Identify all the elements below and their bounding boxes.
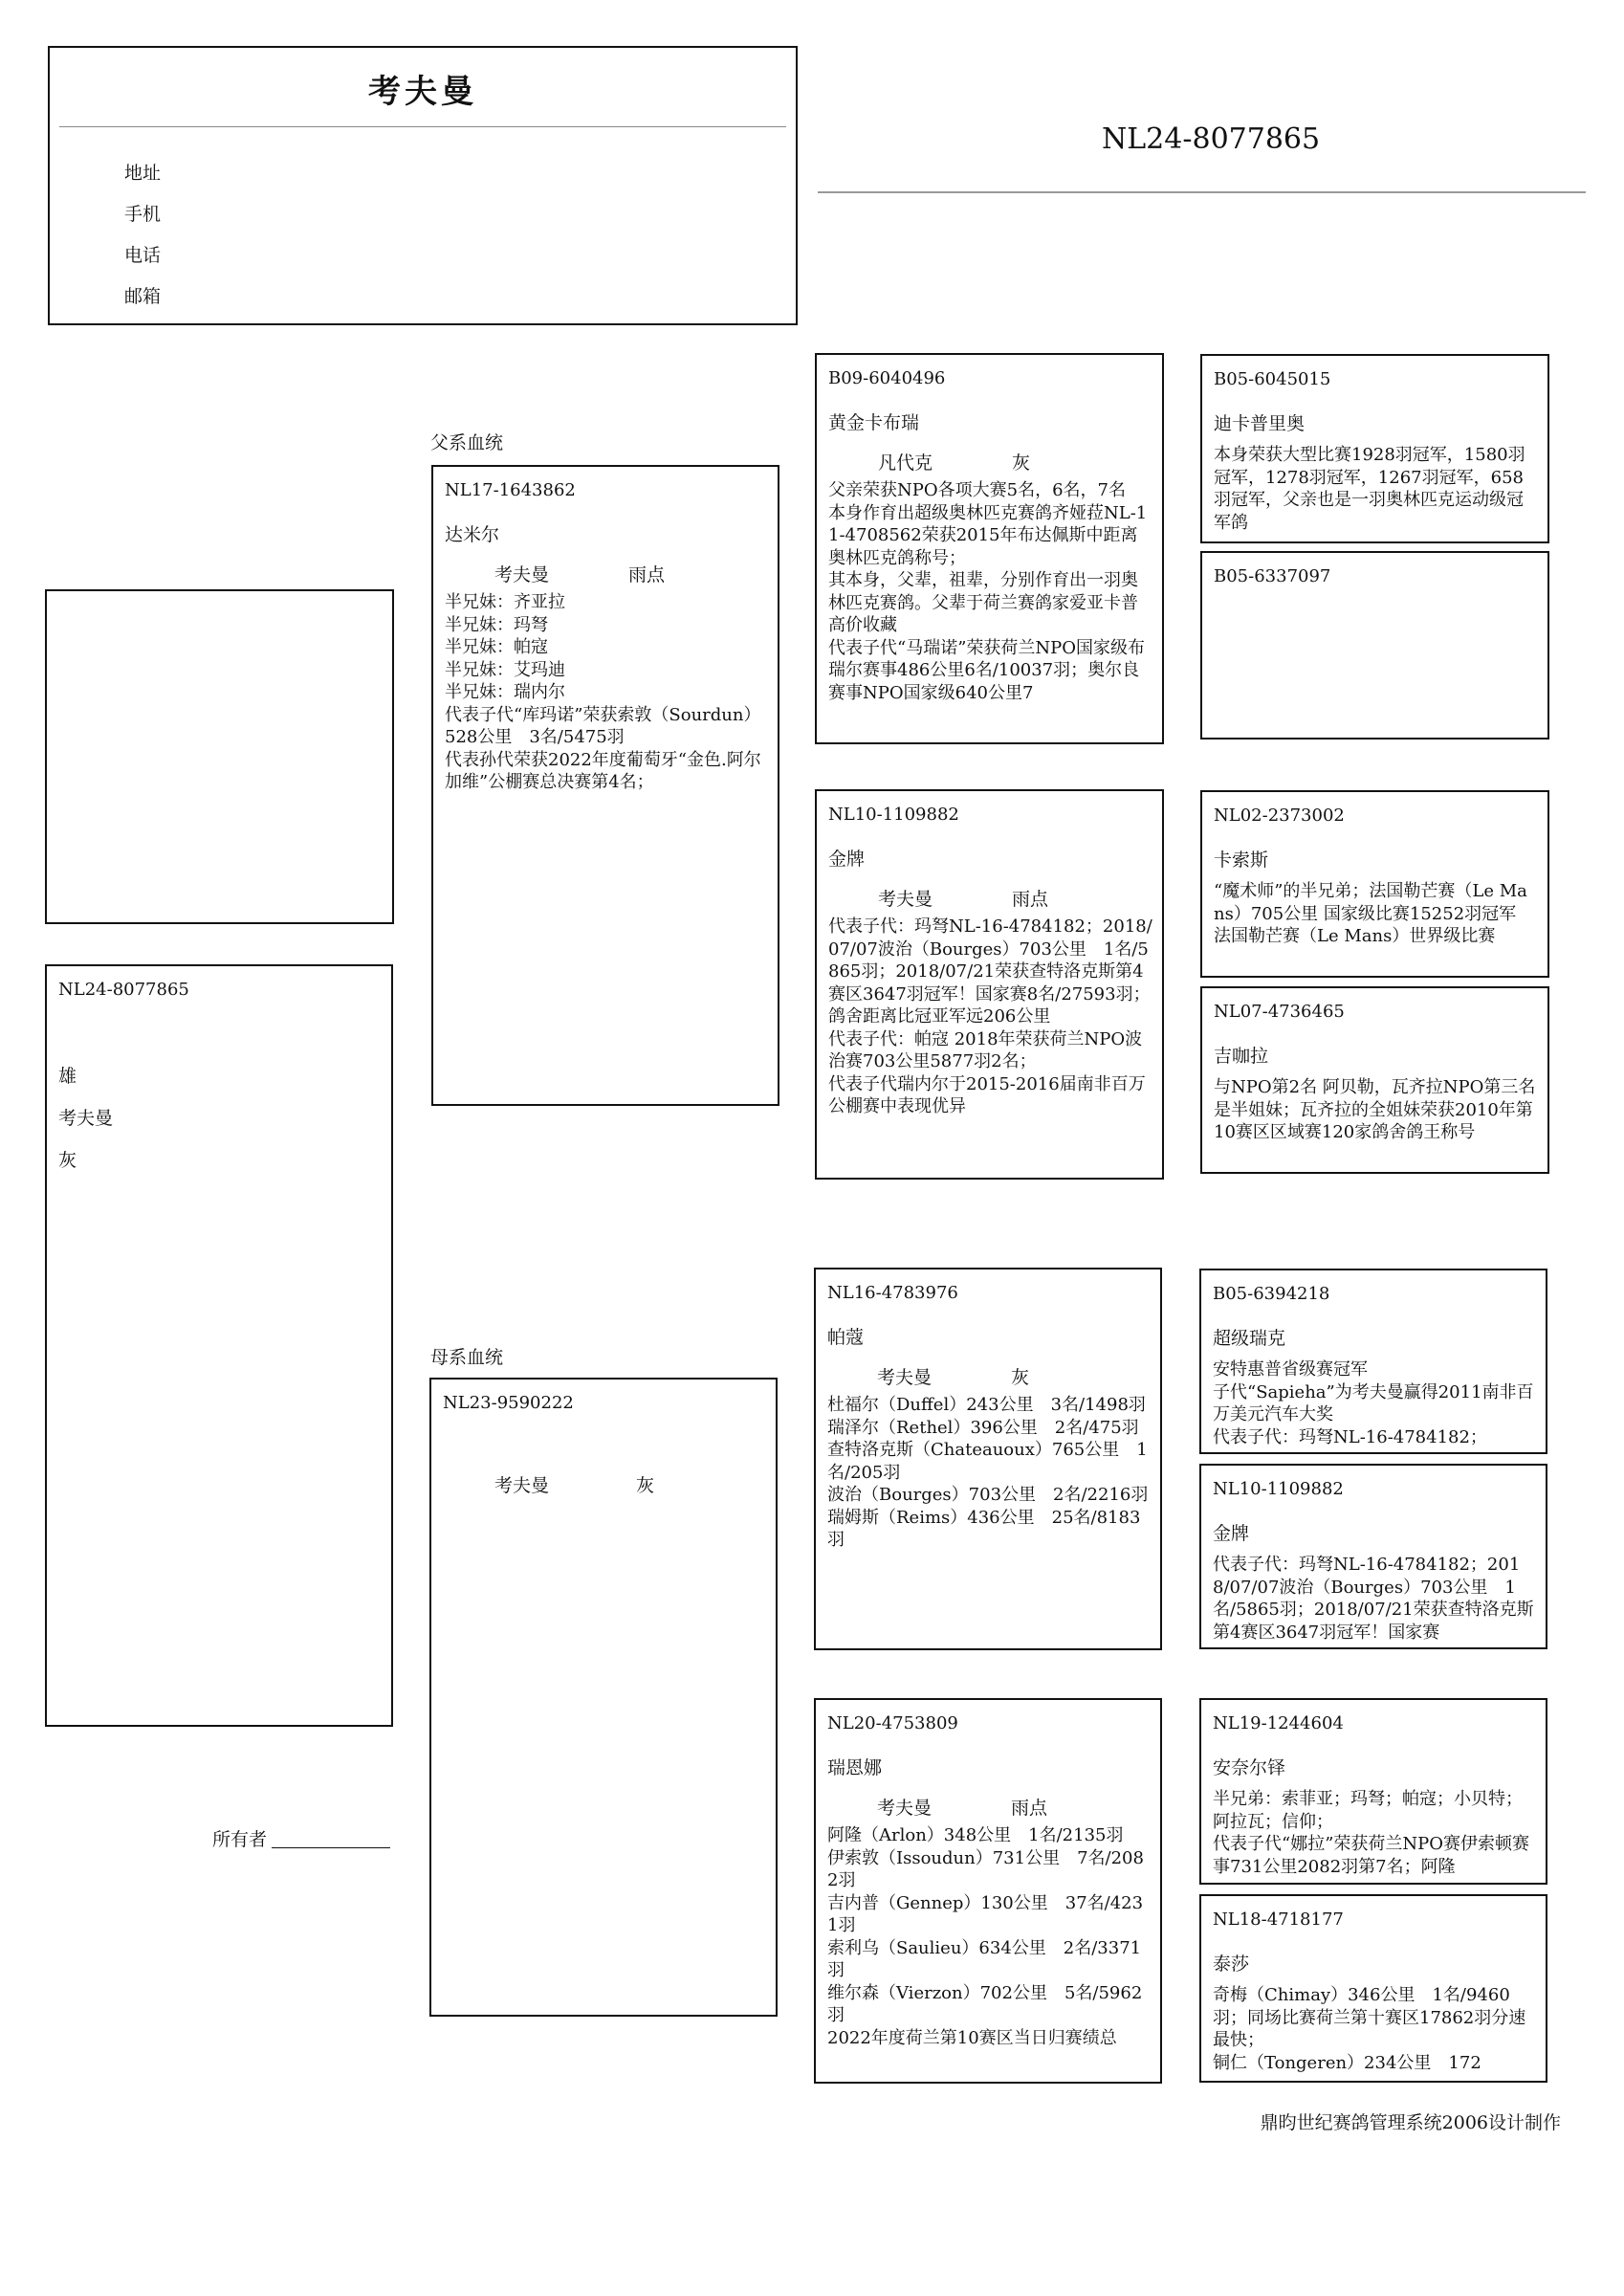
dds-ring: NL19-1244604: [1213, 1713, 1344, 1733]
dam-dam-breeder: 考夫曼: [877, 1798, 933, 1819]
sds-box: [1200, 790, 1549, 978]
dam-sire-ring: NL16-4783976: [827, 1283, 958, 1303]
dam-sire-breeder: 考夫曼: [877, 1367, 933, 1388]
dam-dam-ring: NL20-4753809: [827, 1713, 958, 1733]
mobile-label: 手机: [124, 204, 162, 225]
sds-name: 卡索斯: [1214, 850, 1269, 871]
ddd-box: [1199, 1894, 1547, 2083]
dam-dam-notes: 阿隆（Arlon）348公里 1名/2135羽 伊索敦（Issoudun）731公里 7名/2082羽 吉内普（Gennep）130公里 37名/4231羽 索利乌（Saulieu）634公里 2名/3371羽 维尔森（Vierzon）702公里 5名/5962羽 2022年度荷兰第10赛区当日归赛绩总: [827, 1825, 1144, 2048]
sire-name: 达米尔: [445, 524, 500, 545]
dam-sire-name: 帕蔻: [827, 1327, 865, 1348]
sire-dam-breeder: 考夫曼: [878, 889, 933, 910]
dss-ring: B05-6394218: [1213, 1284, 1330, 1304]
owner-label: 所有者: [212, 1829, 268, 1850]
dds-notes: 半兄弟：索菲亚；玛弩；帕寇；小贝特；阿拉瓦；信仰； 代表子代“娜拉”荣获荷兰NPO赛伊索顿赛事731公里2082羽第7名；阿隆: [1213, 1789, 1530, 1877]
dsd-ring: NL10-1109882: [1213, 1479, 1344, 1499]
sire-section-label: 父系血统: [430, 432, 504, 453]
ddd-ring: NL18-4718177: [1213, 1910, 1344, 1930]
dam-sire-notes: 杜福尔（Duffel）243公里 3名/1498羽 瑞泽尔（Rethel）396公里 2名/475羽 查特洛克斯（Chateauoux）765公里 1名/205羽 波治（Bourges）703公里 2名/2216羽 瑞姆斯（Reims）436公里 25名/8183羽: [827, 1395, 1149, 1550]
header-ring-number: NL24-8077865: [1102, 122, 1321, 156]
dam-section-label: 母系血统: [430, 1347, 504, 1368]
ssd-ring: B05-6337097: [1214, 566, 1331, 586]
ring-divider: [818, 191, 1586, 193]
dam-sire-box: [814, 1268, 1162, 1650]
dds-name: 安奈尔铎: [1213, 1757, 1286, 1778]
sire-dam-breeder-color: [878, 885, 1048, 911]
ddd-notes: 奇梅（Chimay）346公里 1名/9460羽；同场比赛荷兰第十赛区17862羽分速最快； 铜仁（Tongeren）234公里 172: [1213, 1985, 1526, 2073]
photo-box: [45, 589, 394, 924]
sire-sire-breeder: 凡代克: [878, 453, 933, 474]
sdd-notes: 与NPO第2名 阿贝勒，瓦齐拉NPO第三名是半姐妹；瓦齐拉的全姐妹荣获2010年第10赛区区域赛120家鸽舍鸽王称号: [1214, 1077, 1536, 1142]
sdd-name: 吉咖拉: [1214, 1046, 1269, 1067]
dam-ring: NL23-9590222: [443, 1393, 574, 1413]
dam-dam-box: [814, 1698, 1162, 2084]
dam-breeder: 考夫曼: [494, 1475, 550, 1496]
dsd-box: [1199, 1464, 1547, 1649]
sds-notes: “魔术师”的半兄弟；法国勒芒赛（Le Mans）705公里 国家级比赛15252羽冠军 法国勒芒赛（Le Mans）世界级比赛: [1214, 881, 1527, 946]
sire-sire-color: 灰: [1012, 453, 1031, 474]
sire-dam-notes: 代表子代：玛弩NL-16-4784182；2018/07/07波治（Bourges）703公里 1名/5865羽；2018/07/21荣获查特洛克斯第4赛区3647羽冠军！国家赛8名/27593羽；鸽舍距离比冠亚军远206公里 代表子代：帕寇 2018年荣获荷兰NPO波治赛703公里5877羽2名； 代表子代瑞内尔于2015-2016届南非百万公棚赛中表现优异: [828, 916, 1152, 1116]
phone-label: 电话: [124, 245, 162, 266]
sire-notes: 半兄妹：齐亚拉 半兄妹：玛弩 半兄妹：帕寇 半兄妹：艾玛迪 半兄妹：瑞内尔 代表子代“库玛诺”荣获索敦（Sourdun）528公里 3名/5475羽 代表孙代荣获2022年度葡萄牙“金色.阿尔加维”公棚赛总决赛第4名；: [445, 592, 761, 792]
subject-sex: 雄: [58, 1066, 77, 1087]
dds-box: [1199, 1698, 1547, 1885]
dam-sire-color: 灰: [1011, 1367, 1030, 1388]
subject-ring: NL24-8077865: [58, 980, 189, 1000]
sire-sire-ring: B09-6040496: [828, 368, 946, 388]
dss-name: 超级瑞克: [1213, 1328, 1286, 1349]
sire-box: [431, 465, 779, 1106]
subject-breeder: 考夫曼: [58, 1108, 114, 1129]
dam-dam-name: 瑞恩娜: [827, 1757, 883, 1778]
dam-dam-color: 雨点: [1011, 1798, 1048, 1819]
dam-color: 灰: [636, 1475, 655, 1496]
dam-breeder-color: [494, 1471, 654, 1497]
dsd-notes: 代表子代：玛弩NL-16-4784182；2018/07/07波治（Bourges）703公里 1名/5865羽；2018/07/21荣获查特洛克斯第4赛区3647羽冠军！国家赛: [1213, 1555, 1534, 1643]
sire-breeder-color: [494, 561, 665, 586]
dam-box: [429, 1378, 778, 2017]
sss-box: [1200, 354, 1549, 543]
sire-color: 雨点: [628, 564, 666, 585]
subject-box: [45, 964, 393, 1727]
sire-ring: NL17-1643862: [445, 480, 576, 500]
sss-ring: B05-6045015: [1214, 369, 1331, 389]
sss-name: 迪卡普里奥: [1214, 413, 1306, 434]
dsd-name: 金牌: [1213, 1523, 1250, 1544]
sire-dam-box: [815, 789, 1164, 1180]
dam-sire-breeder-color: [877, 1363, 1029, 1389]
sire-dam-ring: NL10-1109882: [828, 805, 959, 825]
header-divider: [59, 126, 786, 127]
ddd-name: 泰莎: [1213, 1954, 1250, 1975]
sdd-box: [1200, 986, 1549, 1174]
sire-sire-box: [815, 353, 1164, 744]
ssd-box: [1200, 551, 1549, 740]
sire-dam-color: 雨点: [1012, 889, 1049, 910]
dam-dam-breeder-color: [877, 1794, 1047, 1820]
sds-ring: NL02-2373002: [1214, 806, 1345, 826]
sdd-ring: NL07-4736465: [1214, 1002, 1345, 1022]
email-label: 邮箱: [124, 286, 162, 307]
owner-signature-line: [272, 1847, 390, 1848]
subject-color: 灰: [58, 1150, 77, 1171]
sire-breeder: 考夫曼: [494, 564, 550, 585]
owner-header-box: [48, 46, 798, 325]
sss-notes: 本身荣获大型比赛1928羽冠军，1580羽冠军，1278羽冠军，1267羽冠军，658羽冠军，父亲也是一羽奥林匹克运动级冠军鸽: [1214, 445, 1525, 533]
address-label: 地址: [124, 163, 162, 184]
sire-sire-name: 黄金卡布瑞: [828, 412, 920, 433]
dss-notes: 安特惠普省级赛冠军 子代“Sapieha”为考夫曼赢得2011南非百万美元汽车大奖 代表子代：玛弩NL-16-4784182；: [1213, 1359, 1534, 1447]
sire-dam-name: 金牌: [828, 849, 866, 870]
footer-credit: 鼎昀世纪赛鸽管理系统2006设计制作: [1260, 2112, 1561, 2133]
dss-box: [1199, 1269, 1547, 1454]
sire-sire-breeder-color: [878, 449, 1030, 475]
sire-sire-notes: 父亲荣获NPO各项大赛5名，6名，7名 本身作育出超级奥林匹克赛鸽齐娅菈NL-11-4708562荣获2015年布达佩斯中距离奥林匹克鸽称号； 其本身，父辈，祖辈，分别作育出一羽奥林匹克赛鸽。父辈于荷兰赛鸽家爱亚卡普高价收藏 代表子代“马瑞诺”荣获荷兰NPO国家级布瑞尔赛事486公里6名/10037羽；奥尔良赛事NPO国家级640公里7: [828, 480, 1148, 703]
owner-name: 考夫曼: [368, 73, 477, 111]
